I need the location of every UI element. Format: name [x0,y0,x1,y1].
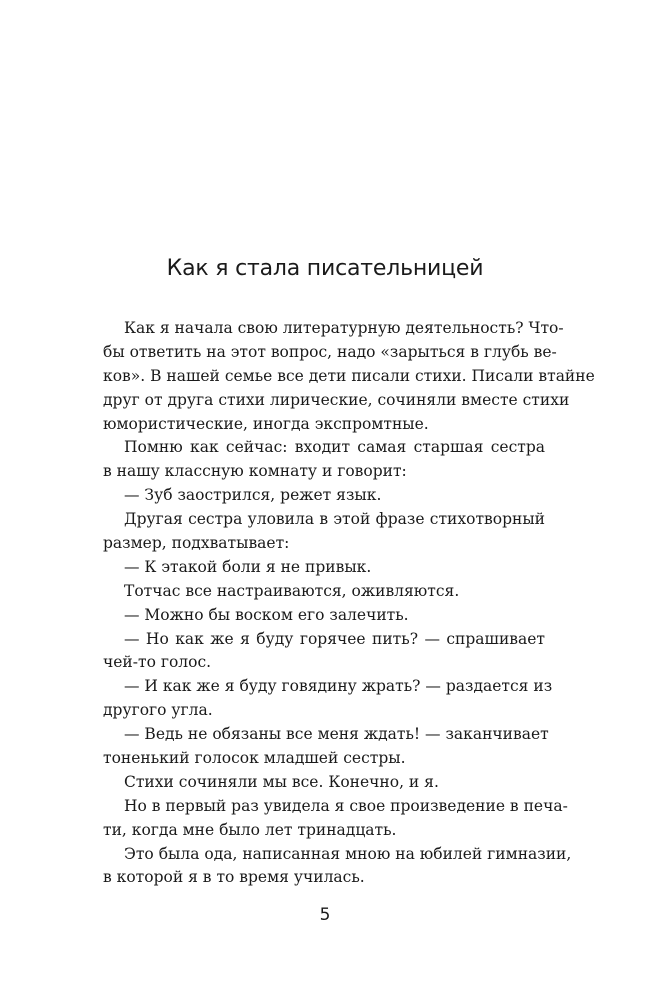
text-line: чей-то голос. [103,653,212,672]
text-line: Стихи сочиняли мы все. Конечно, и я. [124,772,439,791]
text-line: Тотчас все настраиваются, оживляются. [124,581,460,600]
text-line: друг от друга стихи лирические, сочиняли вместе стихи [103,390,570,409]
text-line: Но в первый раз увидела я свое произведение в печа- [124,796,568,815]
text-line: юмористические, иногда экспромтные. [103,414,429,433]
text-line: — И как же я буду говядину жрать? — раздается из [124,677,553,696]
text-line: — Можно бы воском его залечить. [124,605,409,624]
text-line: — Ведь не обязаны все меня ждать! — заканчивает [124,725,549,744]
text-line: тоненький голосок младшей сестры. [103,749,406,768]
text-line: Это была ода, написанная мною на юбилей гимназии, [124,844,572,863]
text-line: — К этакой боли я не привык. [124,557,372,576]
text-line: Помню как сейчас: входит самая старшая сестра [124,438,545,457]
text-line: бы ответить на этот вопрос, надо «зарыться в глубь ве- [103,342,557,361]
text-line: ти, когда мне было лет тринадцать. [103,820,397,839]
text-line: другого угла. [103,701,213,720]
chapter-title: Как я стала писательницей [166,256,484,281]
text-line: в которой я в то время училась. [103,868,365,887]
text-line: в нашу классную комнату и говорит: [103,462,407,481]
text-line: — Но как же я буду горячее пить? — спрашивает [124,629,545,648]
text-line: Другая сестра уловила в этой фразе стихотворный [124,510,545,529]
text-line: размер, подхватывает: [103,534,290,553]
text-line: — Зуб заострился, режет язык. [124,486,382,505]
page-number: 5 [319,905,331,925]
text-line: ков». В нашей семье все дети писали стихи. Писали втайне [103,366,595,385]
chapter-body [103,317,595,890]
text-line: Как я начала свою литературную деятельность? Что- [124,319,564,337]
